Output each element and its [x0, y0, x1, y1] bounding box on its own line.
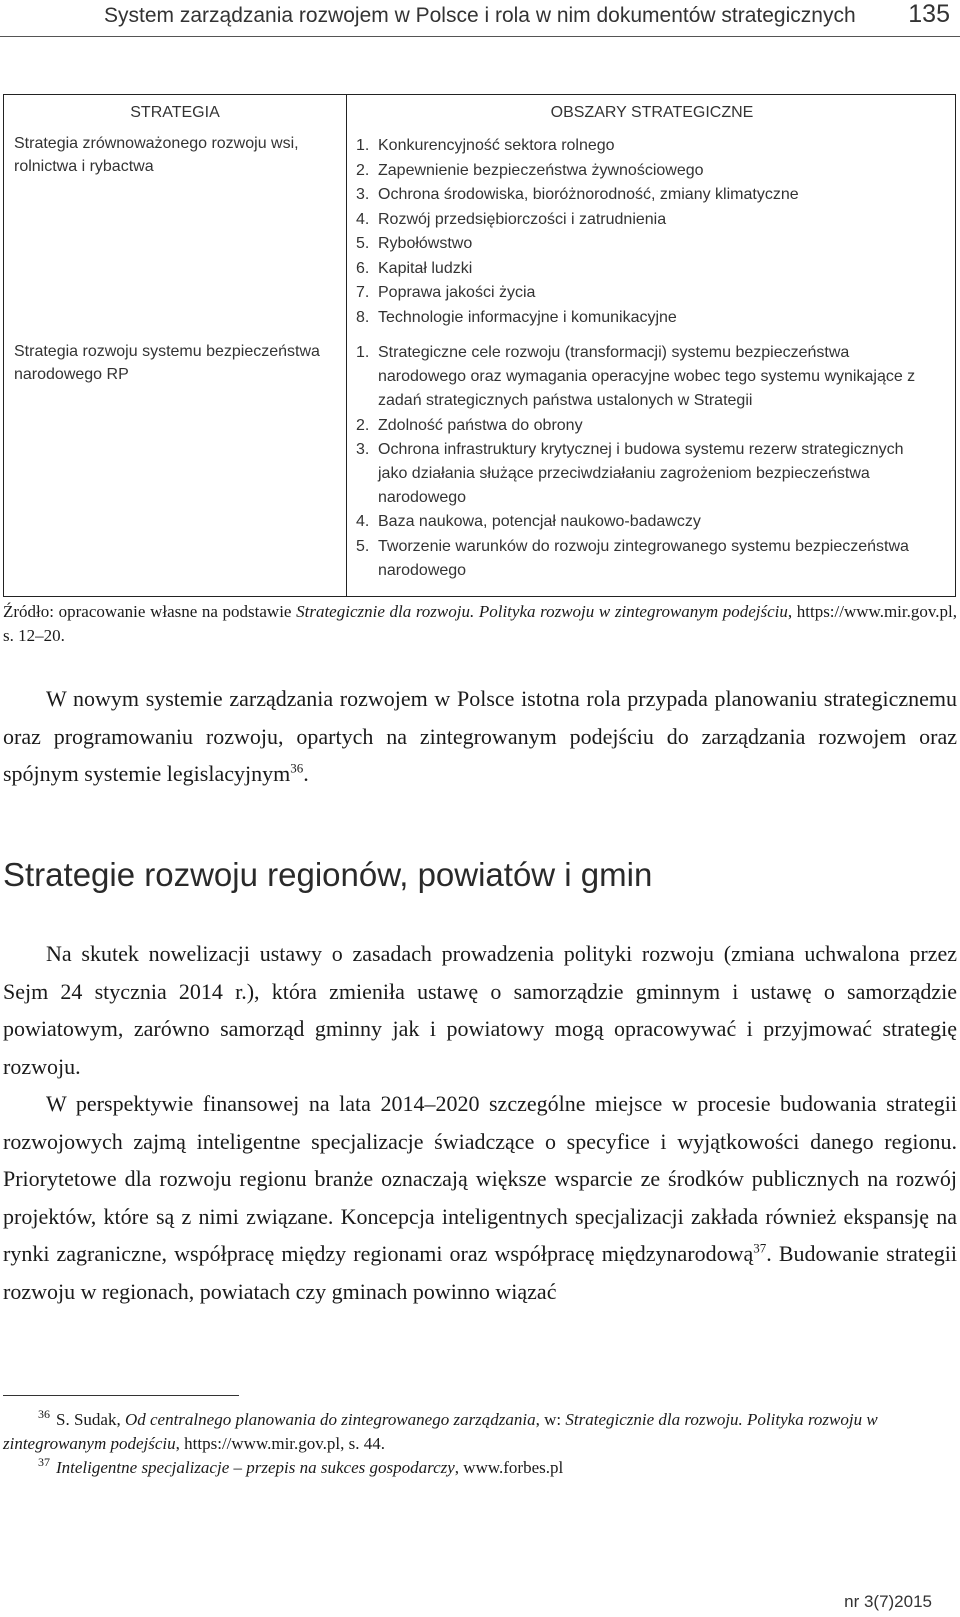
footnote-ref: 36 — [290, 760, 304, 776]
table-column-divider — [346, 95, 347, 596]
list-item: 3. Ochrona infrastruktury krytycznej i budowa systemu rezerw strategicznych jako działania służące przeciwdziałaniu zagrożeniom bezpieczeństwa narodowego — [356, 440, 904, 507]
list-item: 6. Kapitał ludzki — [356, 259, 473, 277]
list-item: 2. Zdolność państwa do obrony — [356, 416, 583, 434]
list-item: 4. Rozwój przedsiębiorczości i zatrudnienia — [356, 210, 667, 228]
footnotes — [3, 1408, 957, 1480]
running-header — [0, 0, 960, 37]
issue-label: nr 3(7)2015 — [844, 1592, 932, 1611]
list-item: 4. Baza naukowa, potencjał naukowo-badawczy — [356, 513, 701, 531]
table-row-2-strategy: Strategia rozwoju systemu bezpieczeństwa narodowego RP — [14, 343, 320, 383]
page-number: 135 — [908, 0, 950, 28]
footnote-divider — [3, 1395, 239, 1396]
list-item: 1. Konkurencyjność sektora rolnego — [356, 137, 615, 154]
section-heading: Strategie rozwoju regionów, powiatów i gmin — [3, 856, 653, 893]
body-paragraph: W perspektywie finansowej na lata 2014–2020 szczególne miejsce w procesie budowania strategii rozwojowych zajmą inteligentne specjalizacje świadczące o specyfice i wyjątkowości danego regionu. Priorytetowe dla rozwoju regionu branże oznaczają większe wsparcie ze środków publicznych na rozwój projektów, które są z nimi związane. Koncepcja inteligentnych specjalizacji zakłada również ekspansję na rynki zagraniczne, współpracę między regionami oraz współpracę międzynarodową$^{37}$. Budowanie strategii rozwoju w regionach, powiatach czy gminach powinno wiązać — [3, 1091, 957, 1304]
body-paragraph: Na skutek nowelizacji ustawy o zasadach prowadzenia polityki rozwoju (zmiana uchwalona przez Sejm 24 stycznia 2014 r.), która zmieniła ustawę o samorządzie gminnym i ustawę o samorządzie powiatowym, zarówno samorząd gminny jak i powiatowy mogą opracowywać i przyjmować strategię rozwoju. — [3, 941, 957, 1079]
body-paragraph: W nowym systemie zarządzania rozwojem w Polsce istotna rola przypada planowaniu strategicznemu oraz programowaniu rozwoju, opartych na zintegrowanym podejściu do zarządzania rozwojem oraz spójnym systemie legislacyjnym$^{36}$. — [3, 686, 957, 786]
list-item: 8. Technologie informacyjne i komunikacyjne — [356, 308, 677, 326]
list-item: 5. Tworzenie warunków do rozwoju zintegrowanego systemu bezpieczeństwa narodowego — [356, 537, 909, 579]
list-item: 2. Zapewnienie bezpieczeństwa żywnościowego — [356, 161, 704, 179]
table-source-note: Źródło: opracowanie własne na podstawie Strategicznie dla rozwoju. Polityka rozwoju w zintegrowanym podejściu, https://www.mir.gov.pl, s. 12–20. — [3, 602, 957, 645]
strategy-table — [3, 94, 956, 597]
footnote: $^{36}$ S. Sudak, Od centralnego planowania do zintegrowanego zarządzania, w: Strategicznie dla rozwoju. Polityka rozwoju w zintegrowanym podejściu, https://www.mir.gov.pl, s. 44. — [3, 1407, 878, 1453]
list-item: 1. Strategiczne cele rozwoju (transformacji) systemu bezpieczeństwa narodowego oraz wymagania operacyjne wobec tego systemu wynikające z zadań strategicznych państwa ustalonych w Strategii — [356, 344, 916, 410]
table-row-2-areas — [356, 341, 916, 583]
footnote-ref: 37 — [753, 1240, 767, 1256]
running-header-title: System zarządzania rozwojem w Polsce i rola w nim dokumentów strategicznych — [104, 4, 856, 27]
list-item: 5. Rybołówstwo — [356, 235, 473, 252]
list-item: 3. Ochrona środowiska, bioróżnorodność, zmiany klimatyczne — [356, 186, 799, 203]
table-row-1-strategy: Strategia zrównoważonego rozwoju wsi, rolnictwa i rybactwa — [14, 135, 299, 175]
table-row-1-areas — [356, 134, 946, 330]
table-header-areas: OBSZARY STRATEGICZNE — [550, 104, 754, 121]
table-header-strategy: STRATEGIA — [130, 104, 220, 121]
footnote: $^{37}$ Inteligentne specjalizacje – przepis na sukces gospodarczy, www.forbes.pl — [38, 1455, 564, 1477]
list-item: 7. Poprawa jakości życia — [356, 284, 536, 301]
